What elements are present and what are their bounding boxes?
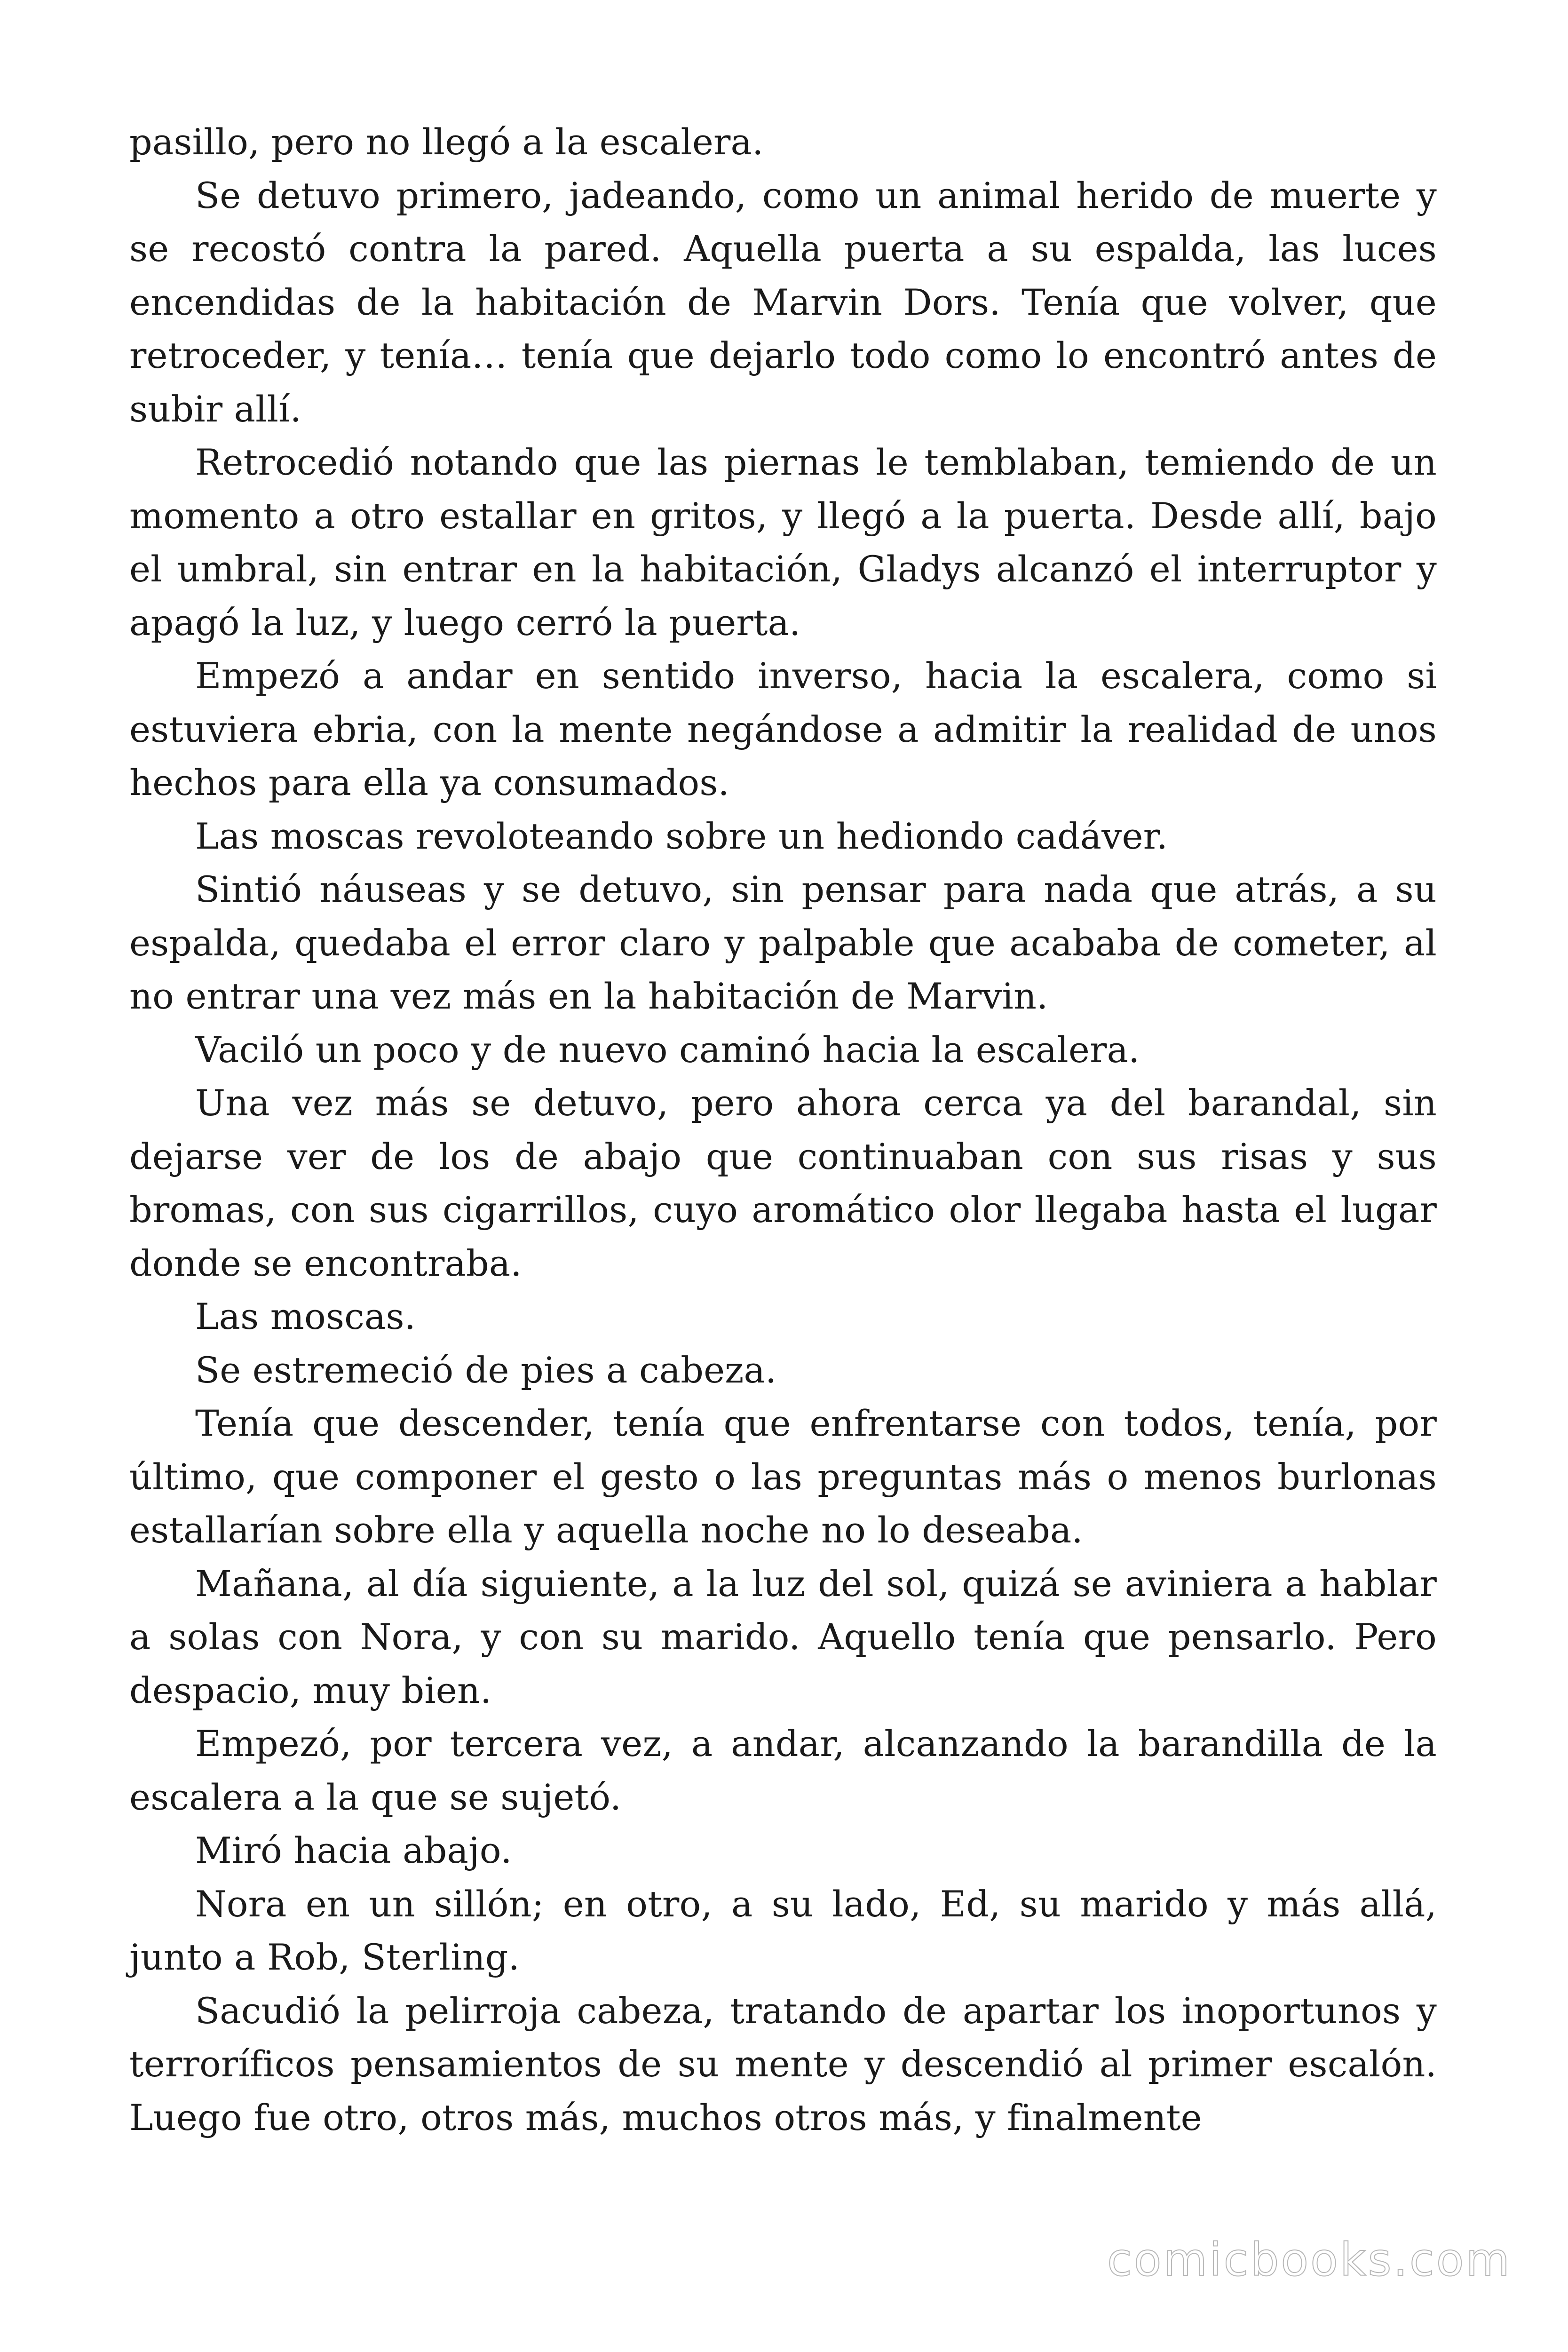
paragraph-12: Mañana, al día siguiente, a la luz del sol, quizá se aviniera a hablar a solas con Nora, y con su marido. Aquello tenía que pensarlo. Pero despacio, muy bien. (129, 1562, 1437, 1711)
paragraph-10: Se estremeció de pies a cabeza. (195, 1349, 777, 1391)
paragraph-5: Las moscas revoloteando sobre un hediondo cadáver. (195, 815, 1168, 857)
paragraph-11: Tenía que descender, tenía que enfrentarse con todos, tenía, por último, que componer el gesto o las preguntas más o menos burlonas estallarían sobre ella y aquella noche no lo deseaba. (129, 1402, 1437, 1551)
paragraph-1: pasillo, pero no llegó a la escalera. (129, 121, 764, 163)
paragraph-9: Las moscas. (195, 1295, 416, 1337)
paragraph-2: Se detuvo primero, jadeando, como un animal herido de muerte y se recostó contra la pared. Aquella puerta a su espalda, las luces encendidas de la habitación de Marvin Dors. Tenía que volver, que retroceder, y tenía… tenía que dejarlo todo como lo encontró antes de subir allí. (129, 174, 1437, 430)
paragraph-8: Una vez más se detuvo, pero ahora cerca ya del barandal, sin dejarse ver de los de abajo que continuaban con sus risas y sus bromas, con sus cigarrillos, cuyo aromático olor llegaba hasta el lugar donde se encontraba. (129, 1082, 1437, 1284)
page-body (129, 115, 1437, 2144)
paragraph-7: Vaciló un poco y de nuevo caminó hacia la escalera. (195, 1028, 1140, 1071)
body-text (129, 115, 1437, 2144)
paragraph-3: Retrocedió notando que las piernas le temblaban, temiendo de un momento a otro estallar en gritos, y llegó a la puerta. Desde allí, bajo el umbral, sin entrar en la habitación, Gladys alcanzó el interruptor y apagó la luz, y luego cerró la puerta. (129, 441, 1437, 644)
paragraph-16: Sacudió la pelirroja cabeza, tratando de apartar los inoportunos y terroríficos pensamientos de su mente y descendió al primer escalón. Luego fue otro, otros más, muchos otros más, y finalmente (129, 1989, 1437, 2138)
watermark: comicbooks.com (1107, 2233, 1512, 2286)
paragraph-13: Empezó, por tercera vez, a andar, alcanzando la barandilla de la escalera a la que se sujetó. (129, 1723, 1437, 1818)
paragraph-15: Nora en un sillón; en otro, a su lado, Ed, su marido y más allá, junto a Rob, Sterling. (129, 1883, 1437, 1978)
paragraph-14: Miró hacia abajo. (195, 1829, 512, 1871)
paragraph-4: Empezó a andar en sentido inverso, hacia la escalera, como si estuviera ebria, con la mente negándose a admitir la realidad de unos hechos para ella ya consumados. (129, 655, 1437, 803)
paragraph-6: Sintió náuseas y se detuvo, sin pensar para nada que atrás, a su espalda, quedaba el error claro y palpable que acababa de cometer, al no entrar una vez más en la habitación de Marvin. (129, 868, 1437, 1017)
